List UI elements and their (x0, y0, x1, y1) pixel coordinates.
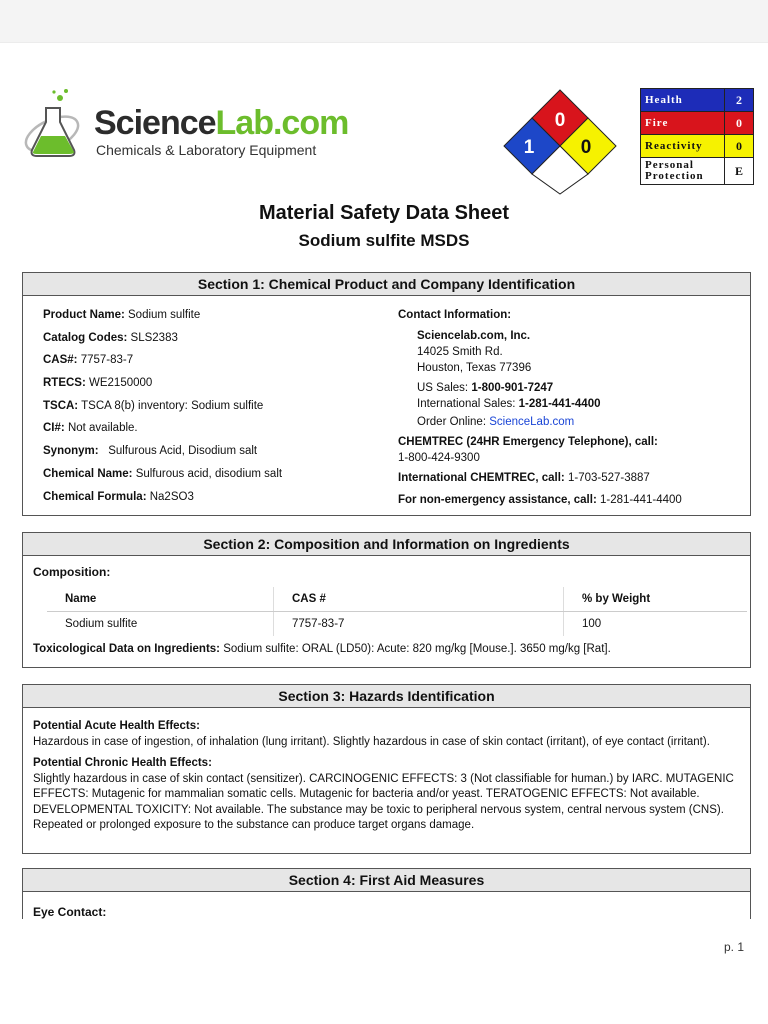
sciencelab-link[interactable]: ScienceLab.com (489, 416, 575, 428)
field-ci: CI#: Not available. (43, 422, 138, 435)
non-emergency-assistance: For non-emergency assistance, call: 1-281-441-4400 (398, 494, 682, 506)
company-city: Houston, Texas 77396 (417, 362, 532, 374)
flask-icon (22, 86, 92, 166)
toxicological-data: Toxicological Data on Ingredients: Sodium sulfite: ORAL (LD50): Acute: 820 mg/kg [Mouse.]. 3650 mg/kg [Rat]. (33, 643, 611, 655)
international-sales: International Sales: 1-281-441-4400 (417, 398, 601, 410)
field-tsca: TSCA: TSCA 8(b) inventory: Sodium sulfite (43, 399, 264, 412)
chronic-effects: Potential Chronic Health Effects: Slightly hazardous in case of skin contact (sensitizer). CARCINOGENIC EFFECTS: 3 (Not classifiable for human.) by IARC. MUTAGENIC EFFECTS: Mutagenic for mammalian somatic cells. Mutagenic for bacteria and/or yeast. TERATOGENIC EFFECTS: Not available. DEVELOPMENTAL TOXICITY: Not available. The substance may be toxic to peripheral nervous system, central nervous system (CNS). Repeated or prolonged exposure to the substance can produce target organs damage. (33, 757, 734, 831)
field-product-name: Product Name: Sodium sulfite (43, 309, 201, 321)
fire-value: 0 (725, 112, 754, 135)
ppe-label: Personal Protection (641, 158, 725, 185)
logo-brand: ScienceLab.com (94, 104, 349, 142)
company-street: 14025 Smith Rd. (417, 346, 503, 358)
column-header-name: Name (47, 587, 274, 612)
section-4-heading: Section 4: First Aid Measures (23, 869, 750, 892)
hazard-rating-table (640, 88, 754, 185)
health-value: 2 (725, 89, 754, 112)
page-number: p. 1 (724, 940, 745, 954)
us-sales: US Sales: 1-800-901-7247 (417, 382, 554, 394)
composition-label: Composition: (33, 565, 111, 579)
field-rtecs: RTECS: WE2150000 (43, 377, 153, 390)
section-3 (22, 684, 751, 854)
acute-effects: Potential Acute Health Effects: Hazardous in case of ingestion, of inhalation (lung irritant). Slightly hazardous in case of skin contact (irritant), of eye contact (irritant). (33, 720, 710, 748)
column-header-cas: CAS # (274, 587, 564, 612)
product-fields (43, 309, 282, 513)
field-chemical-name: Chemical Name: Sulfurous acid, disodium salt (43, 467, 283, 480)
company-name: Sciencelab.com, Inc. (417, 330, 531, 342)
health-rating-row (641, 89, 754, 112)
nfpa-health-value: 1 (523, 137, 535, 158)
table-row (47, 612, 747, 637)
reactivity-label: Reactivity (641, 135, 725, 158)
contact-information (398, 309, 682, 506)
fire-label: Fire (641, 112, 725, 135)
column-header-weight: % by Weight (564, 587, 748, 612)
hazards-body (33, 719, 743, 840)
field-synonym: Synonym: Sulfurous Acid, Disodium salt (43, 445, 258, 458)
section-4 (22, 868, 751, 919)
fire-rating-row (641, 112, 754, 135)
nfpa-diamond (502, 88, 618, 196)
contact-heading: Contact Information: (398, 309, 512, 321)
eye-contact-label: Eye Contact: (33, 905, 107, 919)
section-3-heading: Section 3: Hazards Identification (23, 685, 750, 708)
field-catalog-codes: Catalog Codes: SLS2383 (43, 331, 178, 344)
nfpa-reactivity-value: 0 (580, 137, 592, 158)
section-2-heading: Section 2: Composition and Information on Ingredients (23, 533, 750, 556)
chemtrec-label: CHEMTREC (24HR Emergency Telephone), call: (398, 436, 658, 448)
logo-tagline: Chemicals & Laboratory Equipment (96, 142, 317, 158)
ppe-rating-row (641, 158, 754, 185)
reactivity-rating-row (641, 135, 754, 158)
section-1-heading: Section 1: Chemical Product and Company Identification (23, 273, 750, 296)
international-chemtrec: International CHEMTREC, call: 1-703-527-3887 (398, 472, 650, 484)
cell-name: Sodium sulfite (65, 618, 138, 630)
top-bar (0, 0, 768, 43)
nfpa-fire-value: 0 (554, 110, 566, 131)
reactivity-value: 0 (725, 135, 754, 158)
document-subtitle: Sodium sulfite MSDS (298, 231, 470, 250)
field-chemical-formula: Chemical Formula: Na2SO3 (43, 490, 194, 503)
ppe-value: E (725, 158, 754, 185)
cell-cas: 7757-83-7 (274, 612, 564, 637)
field-cas: CAS#: 7757-83-7 (43, 354, 134, 367)
chemtrec-number: 1-800-424-9300 (398, 452, 480, 464)
ingredients-table (47, 587, 747, 636)
section-1 (22, 272, 751, 516)
document-title: Material Safety Data Sheet (258, 202, 510, 224)
health-label: Health (641, 89, 725, 112)
section-2 (22, 532, 751, 668)
cell-weight: 100 (564, 612, 748, 637)
sciencelab-logo[interactable] (22, 86, 349, 166)
table-header-row (47, 587, 747, 612)
order-online: Order Online: ScienceLab.com (417, 416, 575, 428)
